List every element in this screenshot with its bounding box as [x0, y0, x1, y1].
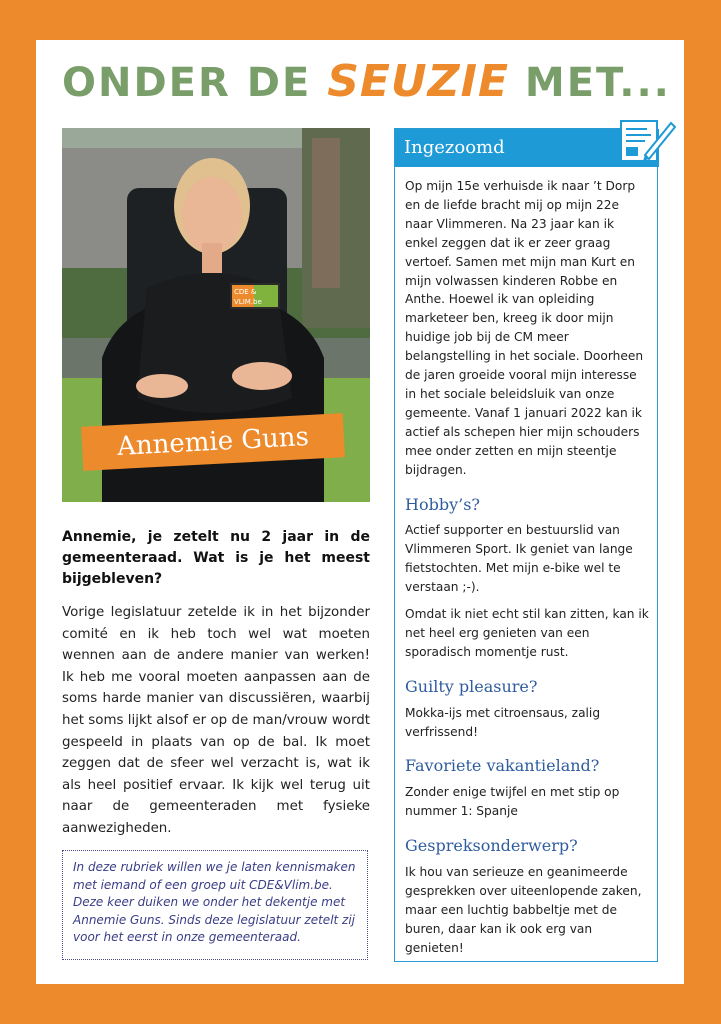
- intro-box: In deze rubriek willen we je laten kennismaken met iemand of een groep uit CDE&Vlim.be. Deze keer duiken we onder het dekentje met Annemie Guns. Sinds deze legislatuur zetelt zij voor het eerst in onze gemeenteraad.: [62, 850, 368, 960]
- sidebar-paragraph: Mokka-ijs met citroensaus, zalig verfrissend!: [405, 705, 601, 739]
- badge-line-1: CDE &: [234, 288, 257, 296]
- interview-answer: Vorige legislatuur zetelde ik in het bijzonder comité en ik heb toch wel wat moeten wennen aan de andere manier van werken! Ik heb me vooral moeten aanpassen aan de soms harde manier van discussiëren, waarbij het soms lijkt alsof er op de man/vrouw wordt gespeeld in plaats van op de bal. Ik moet zeggen dat de sfeer wel verzacht is, wat ik als heel positief ervaar. Ik kijk wel terug uit naar de gemeenteraden met fysieke aanwezigheden.: [62, 605, 370, 836]
- magazine-page: [36, 40, 684, 984]
- sidebar-paragraph: Ik hou van serieuze en geanimeerde gesprekken over uiteenlopende zaken, maar een luchtig babbeltje met de buren, daar kan ik ook erg van genieten!: [405, 865, 642, 955]
- sidebar-paragraph: Zonder enige twijfel en met stip op nummer 1: Spanje: [405, 785, 620, 819]
- title-part-1: ONDER DE: [62, 60, 328, 106]
- badge-line-2: VLIM.be: [234, 298, 262, 306]
- portrait-photo: [62, 128, 370, 502]
- sidebar-content: [405, 177, 649, 966]
- sidebar-paragraph: Actief supporter en bestuurslid van Vlimmeren Sport. Ik geniet van lange fietstochten. Met mijn e-bike wel te verstaan ;-).: [405, 523, 633, 595]
- sidebar-title: Ingezoomd: [395, 129, 659, 167]
- sidebar-intro: Op mijn 15e verhuisde ik naar ’t Dorp en de liefde bracht mij op mijn 22e naar Vlimmeren. Na 23 jaar kan ik enkel zeggen dat ik er zeer graag vertoef. Samen met mijn man Kurt en mijn volwassen kinderen Robbe en Anthe. Hoewel ik van opleiding marketeer ben, kreeg ik door mijn huidige job bij de CM meer belangstelling in het sociale. Doorheen de jaren groeide vooral mijn interesse in het sociale beleidsluik van onze gemeente. Vanaf 1 januari 2022 kan ik actief als schepen hier mijn schouders mee onder zetten en mijn steentje bijdragen.: [405, 179, 644, 477]
- interview-question: Annemie, je zetelt nu 2 jaar in de gemeenteraad. Wat is je het meest bijgebleven?: [62, 529, 370, 587]
- title-part-2: MET...: [509, 60, 671, 106]
- sidebar-heading: Gespreksonderwerp?: [405, 836, 578, 856]
- title-accent: SEUZIE: [327, 56, 509, 107]
- sidebar-heading: Hobby’s?: [405, 494, 480, 514]
- document-pen-icon: [617, 115, 677, 165]
- sidebar-paragraph: Omdat ik niet echt stil kan zitten, kan ik net heel erg genieten van een sporadisch momentje rust.: [405, 607, 649, 659]
- name-tag-label: Annemie Guns: [116, 421, 310, 463]
- sidebar-heading: Guilty pleasure?: [405, 676, 538, 696]
- sidebar-box: [394, 128, 658, 962]
- page-title: [62, 56, 671, 107]
- sidebar-heading: Favoriete vakantieland?: [405, 756, 600, 776]
